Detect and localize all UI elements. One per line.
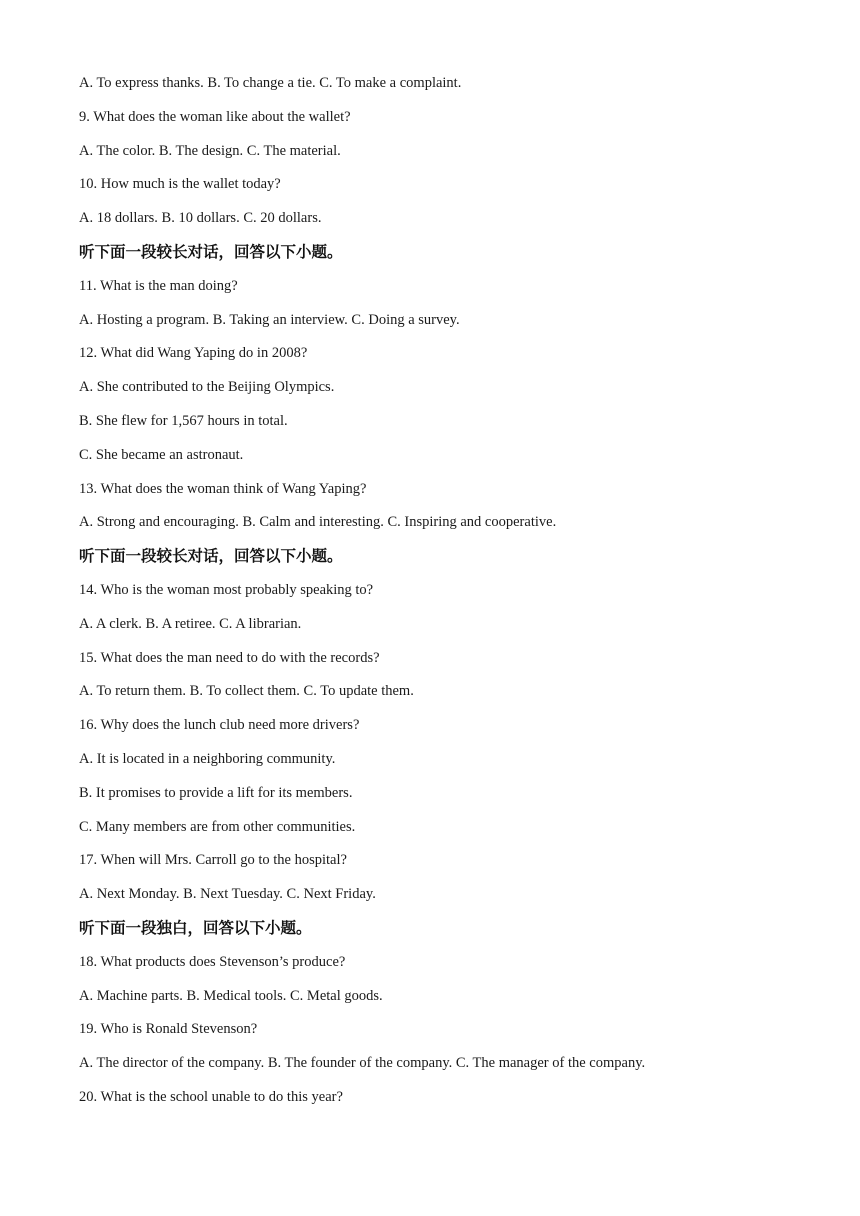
question-16: 16. Why does the lunch club need more drivers? — [79, 717, 360, 734]
section-heading-dialogue-1: 听下面一段较长对话，回答以下小题。 — [79, 242, 343, 261]
answer-options-18: A. Machine parts. B. Medical tools. C. Metal goods. — [79, 987, 383, 1004]
answer-option-12c: C. She became an astronaut. — [79, 446, 244, 463]
answer-option-12b: B. She flew for 1,567 hours in total. — [79, 412, 288, 429]
question-17: 17. When will Mrs. Carroll go to the hospital? — [79, 852, 347, 869]
answer-options-8: A. To express thanks. B. To change a tie. C. To make a complaint. — [79, 75, 462, 91]
answer-option-16c: C. Many members are from other communities. — [79, 818, 356, 835]
question-14: 14. Who is the woman most probably speaking to? — [79, 581, 374, 598]
answer-options-14: A. A clerk. B. A retiree. C. A librarian. — [79, 615, 302, 632]
answer-options-10: A. 18 dollars. B. 10 dollars. C. 20 dollars. — [79, 210, 322, 227]
question-9: 9. What does the woman like about the wallet? — [79, 108, 351, 125]
exam-text — [79, 73, 779, 1121]
question-20: 20. What is the school unable to do this year? — [79, 1088, 343, 1105]
question-11: 11. What is the man doing? — [79, 277, 238, 294]
answer-option-12a: A. She contributed to the Beijing Olympics. — [79, 379, 335, 396]
question-15: 15. What does the man need to do with the records? — [79, 649, 380, 666]
answer-options-19: A. The director of the company. B. The founder of the company. C. The manager of the company. — [79, 1055, 646, 1072]
section-heading-dialogue-2: 听下面一段较长对话，回答以下小题。 — [79, 547, 343, 566]
answer-option-16a: A. It is located in a neighboring community. — [79, 750, 336, 767]
answer-options-11: A. Hosting a program. B. Taking an interview. C. Doing a survey. — [79, 311, 460, 328]
answer-options-9: A. The color. B. The design. C. The material. — [79, 142, 341, 159]
question-12: 12. What did Wang Yaping do in 2008? — [79, 345, 308, 362]
answer-options-13: A. Strong and encouraging. B. Calm and interesting. C. Inspiring and cooperative. — [79, 514, 557, 531]
question-18: 18. What products does Stevenson’s produce? — [79, 953, 346, 970]
answer-options-15: A. To return them. B. To collect them. C. To update them. — [79, 683, 414, 700]
question-13: 13. What does the woman think of Wang Yaping? — [79, 480, 367, 497]
answer-option-16b: B. It promises to provide a lift for its members. — [79, 784, 353, 801]
question-10: 10. How much is the wallet today? — [79, 176, 281, 193]
section-heading-monologue: 听下面一段独白，回答以下小题。 — [79, 918, 312, 937]
answer-options-17: A. Next Monday. B. Next Tuesday. C. Next Friday. — [79, 886, 376, 903]
question-19: 19. Who is Ronald Stevenson? — [79, 1021, 258, 1038]
